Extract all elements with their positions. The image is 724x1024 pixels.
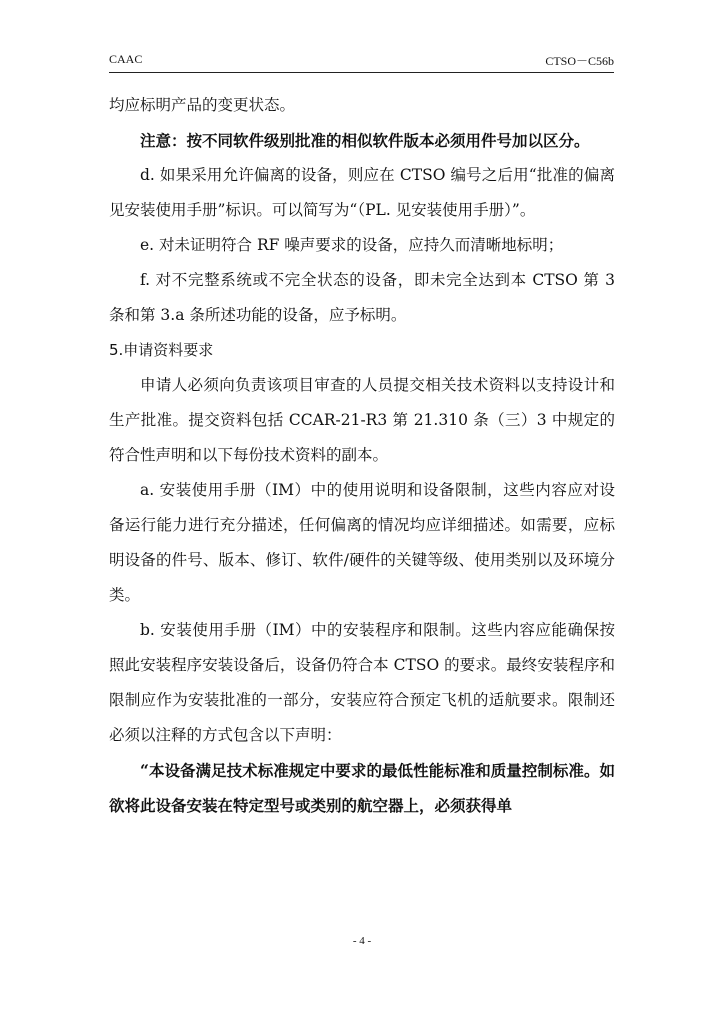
paragraph-change-status: 均应标明产品的变更状态。 xyxy=(109,96,296,114)
header-doc-number: CTSO－C56b xyxy=(545,54,614,68)
paragraph-item-b: b. 安装使用手册（IM）中的安装程序和限制。这些内容应能确保按照此安装程序安装设备后，设备仍符合本 CTSO 的要求。最终安装程序和限制应作为安装批准的一部分，安装应符合预定飞机的适航要求。限制还必须以注释的方式包含以下声明： xyxy=(109,621,615,744)
paragraph-statement-quote: “本设备满足技术标准规定中要求的最低性能标准和质量控制标准。如欲将此设备安装在特定型号或类别的航空器上，必须获得单 xyxy=(109,761,615,815)
section-heading-application-data: 5.申请资料要求 xyxy=(109,341,214,359)
document-body xyxy=(109,88,615,823)
paragraph-item-a: a. 安装使用手册（IM）中的使用说明和设备限制，这些内容应对设备运行能力进行充分描述，任何偏离的情况均应详细描述。如需要，应标明设备的件号、版本、修订、软件/硬件的关键等级、使用类别以及环境分类。 xyxy=(109,481,615,604)
page-number: - 4 - xyxy=(352,935,372,947)
paragraph-note-software: 注意：按不同软件级别批准的相似软件版本必须用件号加以区分。 xyxy=(140,131,590,150)
paragraph-item-e: e. 对未证明符合 RF 噪声要求的设备，应持久而清晰地标明； xyxy=(140,236,564,254)
paragraph-item-d: d. 如果采用允许偏离的设备，则应在 CTSO 编号之后用“批准的偏离见安装使用手册”标识。可以简写为“（PL. 见安装使用手册）”。 xyxy=(109,166,615,219)
paragraph-item-f: f. 对不完整系统或不完全状态的设备，即未完全达到本 CTSO 第 3 条和第 3.a 条所述功能的设备，应予标明。 xyxy=(109,271,615,324)
header-org: CAAC xyxy=(109,52,143,66)
paragraph-application-intro: 申请人必须向负责该项目审查的人员提交相关技术资料以支持设计和生产批准。提交资料包括 CCAR-21-R3 第 21.310 条（三）3 中规定的符合性声明和以下每份技术资料的副本。 xyxy=(109,376,615,464)
page-header xyxy=(109,52,614,73)
